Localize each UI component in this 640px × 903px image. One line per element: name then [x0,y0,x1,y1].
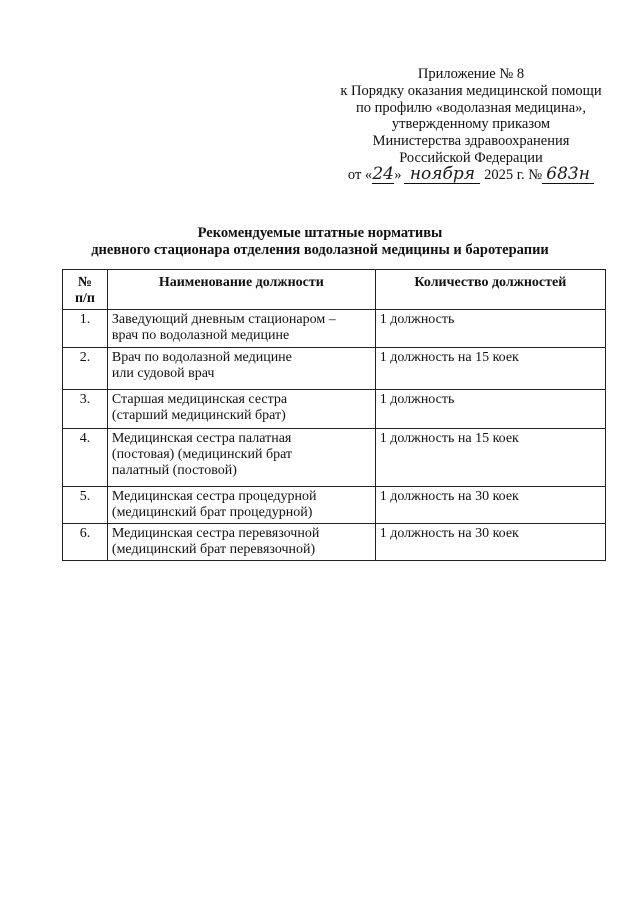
row-num: 5. [63,487,108,524]
row-num: 3. [63,390,108,429]
row-position: Медицинская сестра палатная (постовая) (медицинский брат палатный (постовой) [107,429,375,487]
row-num: 6. [63,524,108,561]
table-row [63,524,606,561]
appendix-line: Министерства здравоохранения [372,133,570,150]
appendix-line: по профилю «водолазная медицина», [355,99,587,116]
table-row [63,487,606,524]
document-title [0,225,640,259]
header-num: № п/п [63,270,108,310]
appendix-line: к Порядку оказания медицинской помощи [340,82,602,99]
appendix-line: Российской Федерации [399,149,543,166]
staffing-table [62,269,606,561]
row-position: Старшая медицинская сестра (старший медицинский брат) [107,390,375,429]
row-num: 2. [63,348,108,390]
header-count: Количество должностей [375,270,605,310]
date-year: 2025 г. № [484,166,543,183]
row-position: Заведующий дневным стационаром – врач по водолазной медицине [107,310,375,348]
row-count: 1 должность на 15 коек [375,429,605,487]
table-row [63,390,606,429]
row-count: 1 должность [375,310,605,348]
table-row [63,348,606,390]
row-count: 1 должность на 30 коек [375,524,605,561]
appendix-header [320,66,622,185]
handwritten-day: 24 [372,163,394,184]
row-num: 1. [63,310,108,348]
table-header-row [63,270,606,310]
title-line: Рекомендуемые штатные нормативы [197,225,443,241]
appendix-line: утвержденному приказом [391,116,551,133]
row-count: 1 должность на 30 коек [375,487,605,524]
handwritten-order-number: 683н [542,167,594,184]
row-count: 1 должность [375,390,605,429]
row-position: Медицинская сестра перевязочной (медицинский брат перевязочной) [107,524,375,561]
date-prefix: от « [347,166,373,183]
header-position: Наименование должности [107,270,375,310]
row-position: Медицинская сестра процедурной (медицинский брат процедурной) [107,487,375,524]
order-date-line [320,163,622,185]
table-row [63,310,606,348]
appendix-line: Приложение № 8 [417,66,525,82]
row-position: Врач по водолазной медицине или судовой врач [107,348,375,390]
row-num: 4. [63,429,108,487]
title-line: дневного стационара отделения водолазной медицины и баротерапии [91,242,549,258]
table-row [63,429,606,487]
row-count: 1 должность на 15 коек [375,348,605,390]
handwritten-month: ноября [404,167,480,184]
date-quote-close: » [394,166,402,183]
